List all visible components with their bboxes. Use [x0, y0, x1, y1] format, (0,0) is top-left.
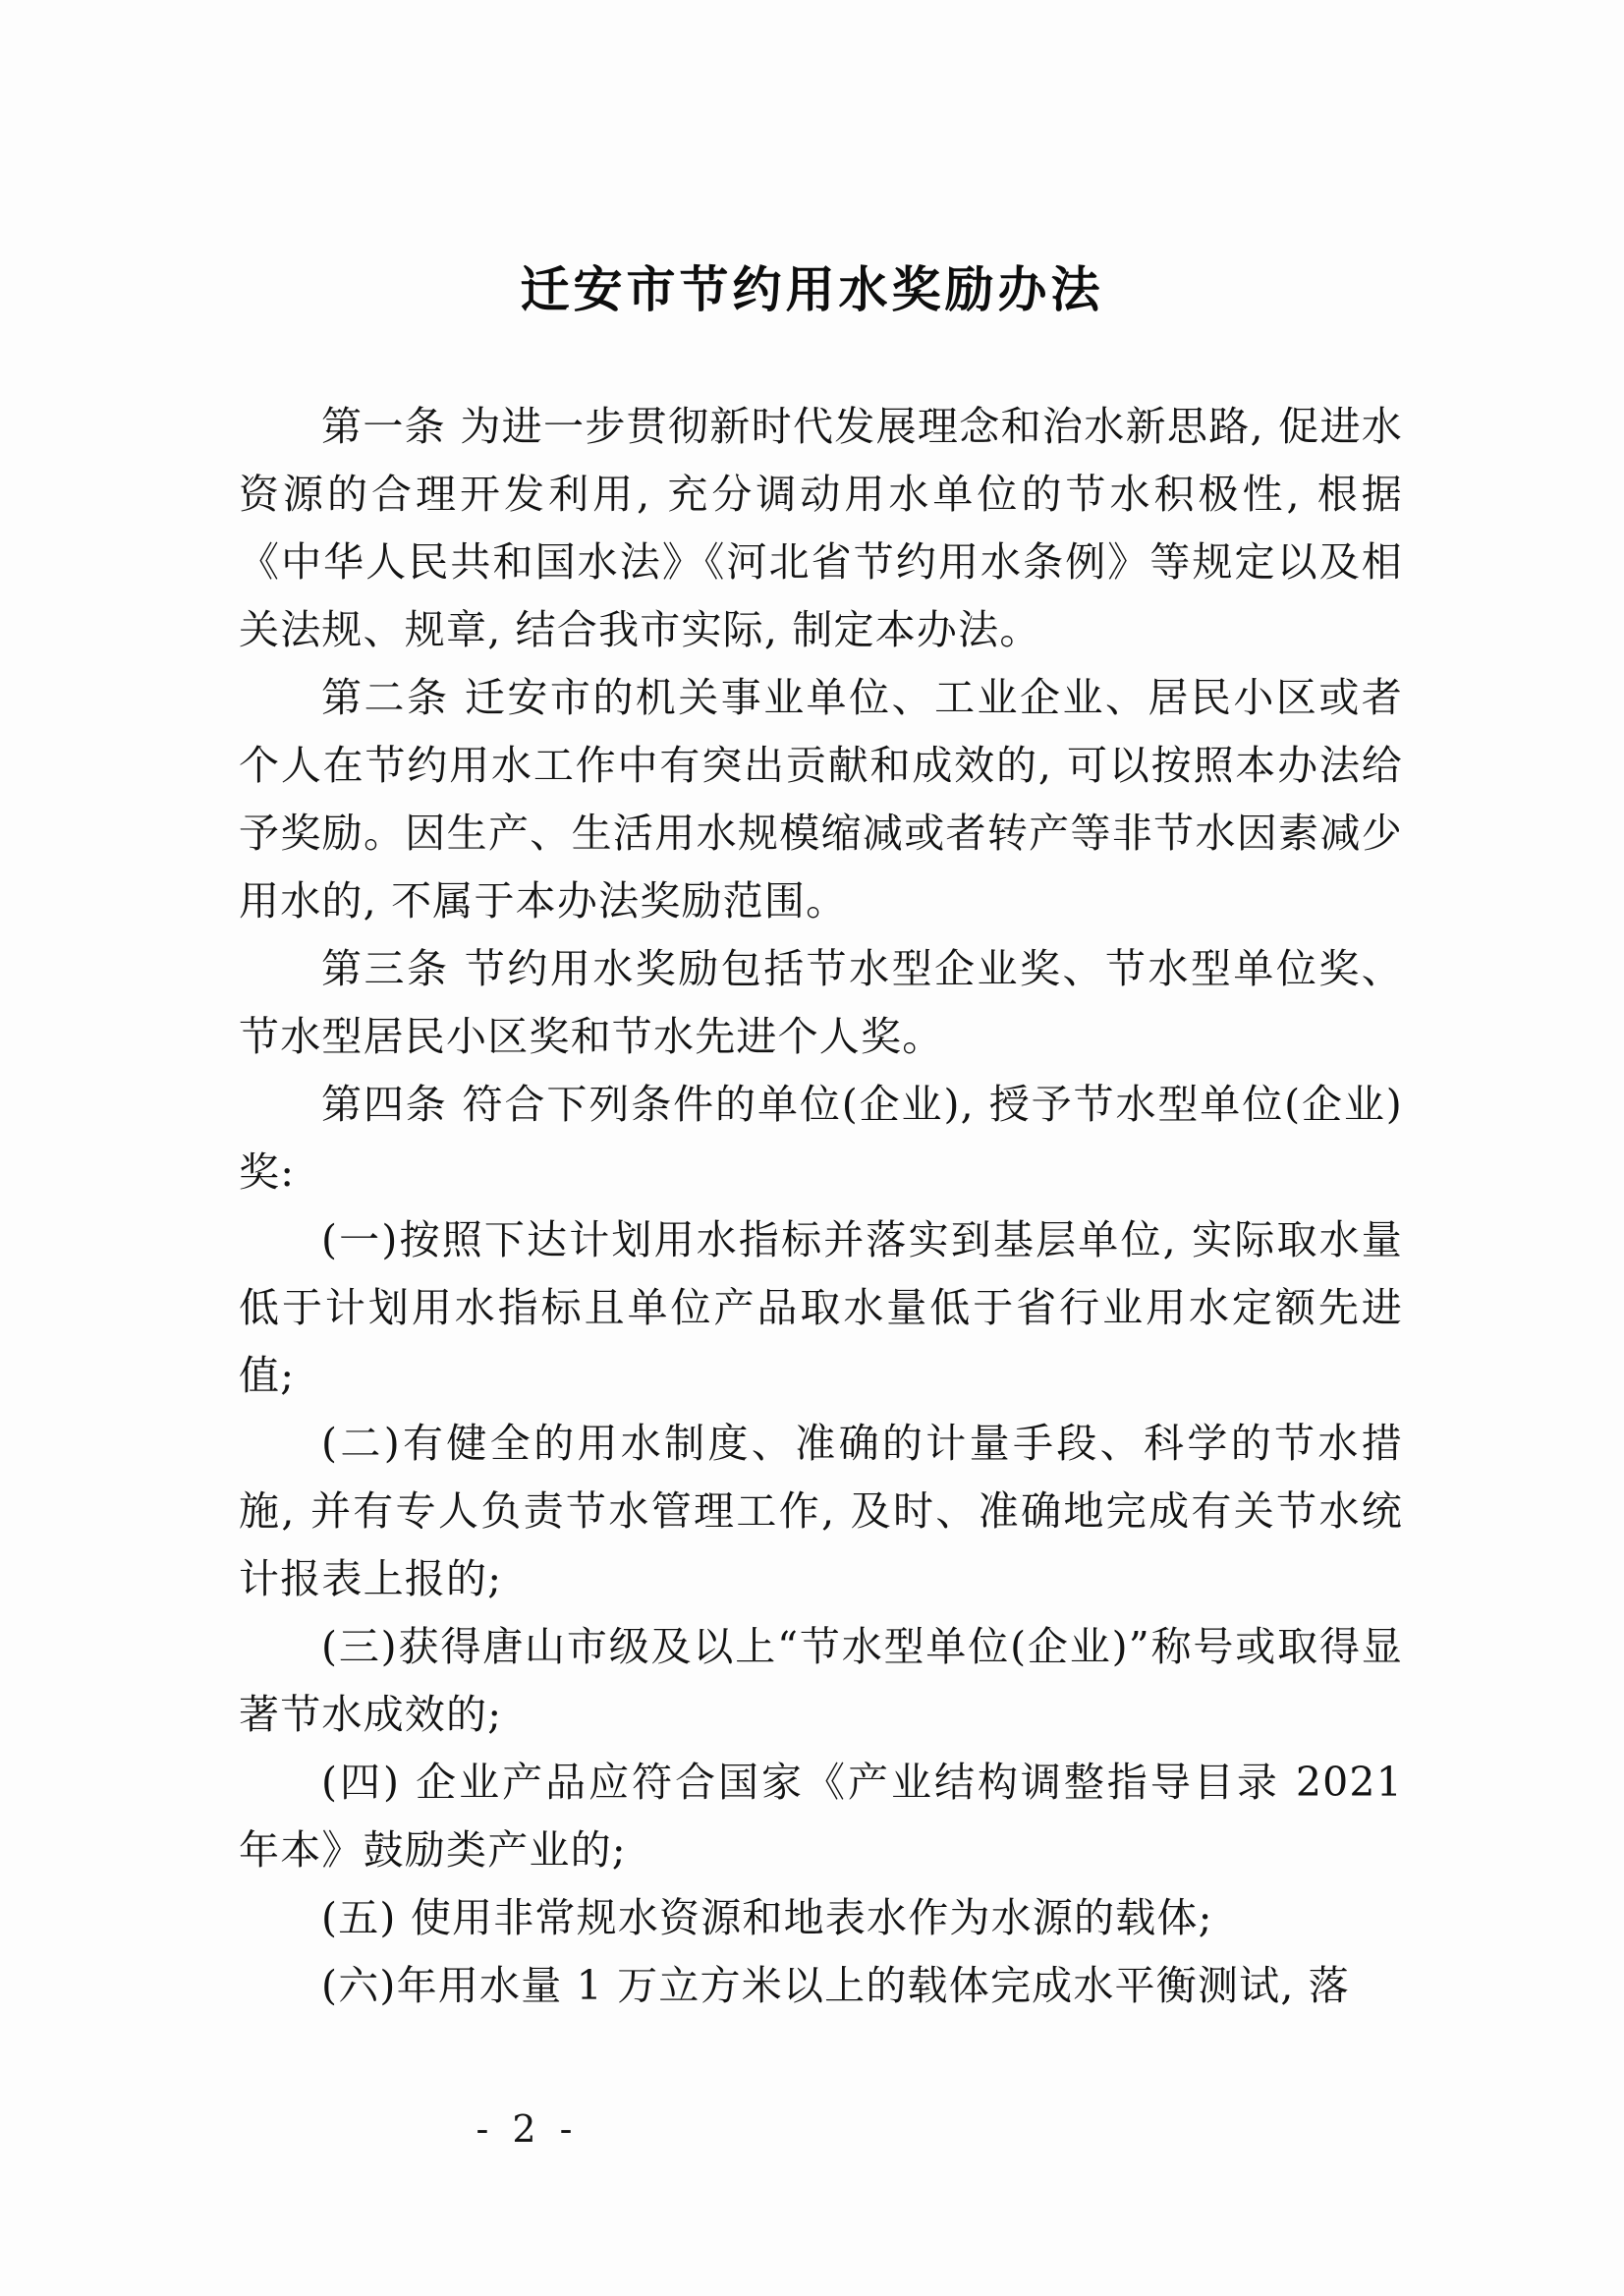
page-title: 迁安市节约用水奖励办法 — [520, 260, 1104, 318]
page-number-label: - 2 - — [476, 2107, 579, 2151]
paragraph-article-1: 第一条 为进一步贯彻新时代发展理念和治水新思路, 促进水资源的合理开发利用, 充分调动用水单位的节水积极性, 根据《中华人民共和国水法》《河北省节约用水条例》等规定以及相关法规、规章, 结合我市实际, 制定本办法。 — [239, 403, 1403, 653]
document-body — [239, 393, 1403, 2020]
paragraph-item-6: (六)年用水量 1 万立方米以上的载体完成水平衡测试, 落 — [321, 1962, 1351, 2009]
paragraph-article-3: 第三条 节约用水奖励包括节水型企业奖、节水型单位奖、节水型居民小区奖和节水先进个人奖。 — [239, 945, 1403, 1060]
paragraph-item-1: (一)按照下达计划用水指标并落实到基层单位, 实际取水量低于计划用水指标且单位产品取水量低于省行业用水定额先进值; — [239, 1216, 1403, 1399]
paragraph-article-2: 第二条 迁安市的机关事业单位、工业企业、居民小区或者个人在节约用水工作中有突出贡献和成效的, 可以按照本办法给予奖励。因生产、生活用水规模缩减或者转产等非节水因素减少用水的, 不属于本办法奖励范围。 — [239, 674, 1403, 924]
paragraph-item-5: (五) 使用非常规水资源和地表水作为水源的载体; — [321, 1894, 1213, 1941]
paragraph-item-2: (二)有健全的用水制度、准确的计量手段、科学的节水措施, 并有专人负责节水管理工作, 及时、准确地完成有关节水统计报表上报的; — [239, 1420, 1403, 1602]
paragraph-item-3: (三)获得唐山市级及以上“节水型单位(企业)”称号或取得显著节水成效的; — [239, 1623, 1403, 1738]
page-number — [0, 2107, 1624, 2151]
paragraph-article-4: 第四条 符合下列条件的单位(企业), 授予节水型单位(企业)奖: — [239, 1081, 1403, 1196]
paragraph-item-4: (四) 企业产品应符合国家《产业结构调整指导目录 2021 年本》鼓励类产业的; — [239, 1759, 1403, 1874]
